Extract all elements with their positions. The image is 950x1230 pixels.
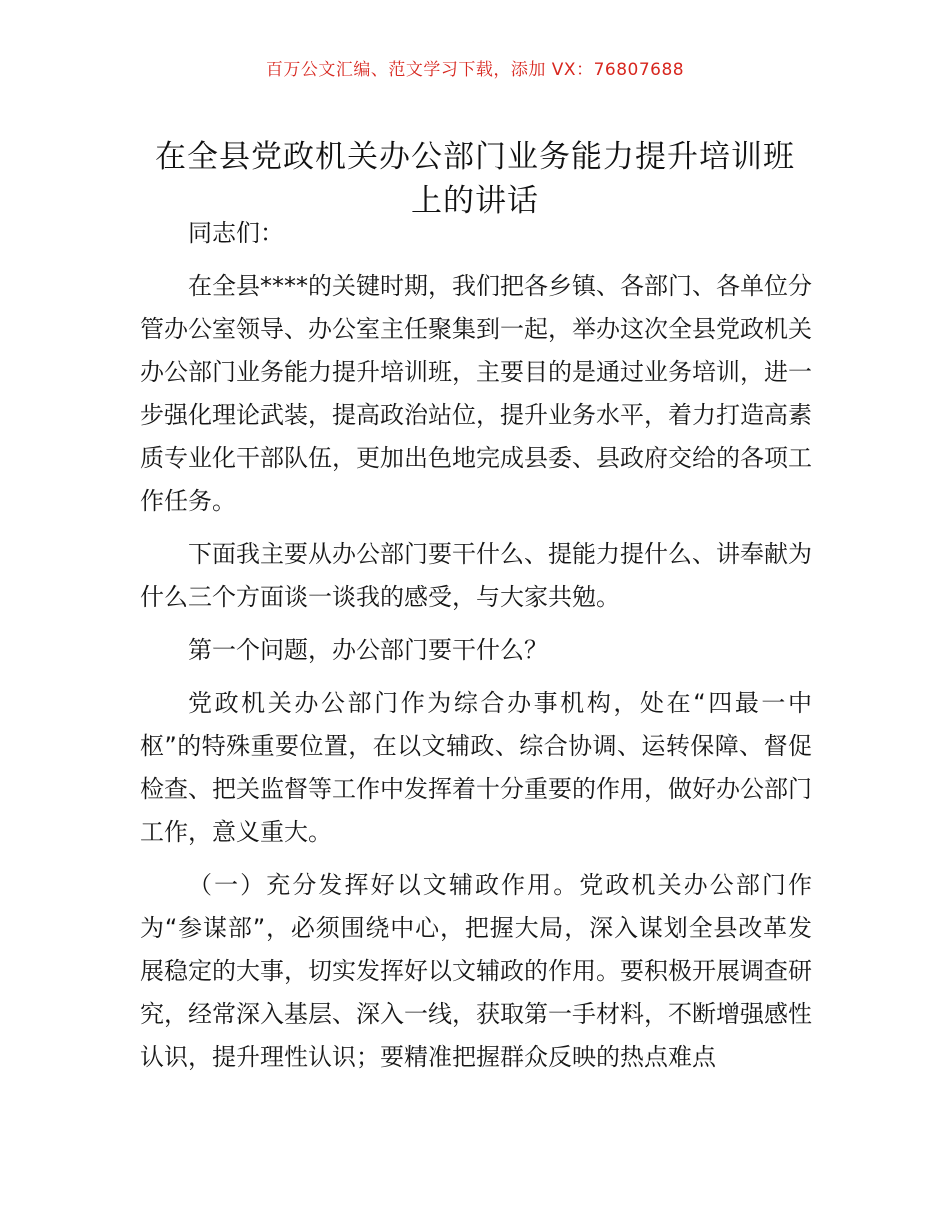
- section-heading: 第一个问题，办公部门要干什么？: [188, 636, 548, 664]
- greeting: 同志们：: [188, 219, 284, 247]
- header-promo-note: 百万公文汇编、范文学习下载，添加 VX：76807688: [265, 60, 685, 80]
- paragraph: （一）充分发挥好以文辅政作用。党政机关办公部门作为“参谋部”，必须围绕中心，把握大局，深入谋划全县改革发展稳定的大事，切实发挥好以文辅政的作用。要积极开展调查研究，经常深入基层、深入一线，获取第一手材料，不断增强感性认识，提升理性认识；要精准把握群众反映的热点难点: [140, 871, 812, 1071]
- title-line-2: 上的讲话: [411, 182, 539, 219]
- paragraph: 下面我主要从办公部门要干什么、提能力提什么、讲奉献为什么三个方面谈一谈我的感受，与大家共勉。: [140, 540, 812, 611]
- paragraph: 党政机关办公部门作为综合办事机构，处在“四最一中枢”的特殊重要位置，在以文辅政、综合协调、运转保障、督促检查、把关监督等工作中发挥着十分重要的作用，做好办公部门工作，意义重大。: [140, 689, 812, 846]
- document-title: [120, 135, 830, 223]
- document-body: [140, 212, 812, 1079]
- title-line-1: 在全县党政机关办公部门业务能力提升培训班: [155, 138, 795, 175]
- paragraph: 在全县****的关键时期，我们把各乡镇、各部门、各单位分管办公室领导、办公室主任聚集到一起，举办这次全县党政机关办公部门业务能力提升培训班，主要目的是通过业务培训，进一步强化理论武装，提高政治站位，提升业务水平，着力打造高素质专业化干部队伍，更加出色地完成县委、县政府交给的各项工作任务。: [140, 272, 812, 515]
